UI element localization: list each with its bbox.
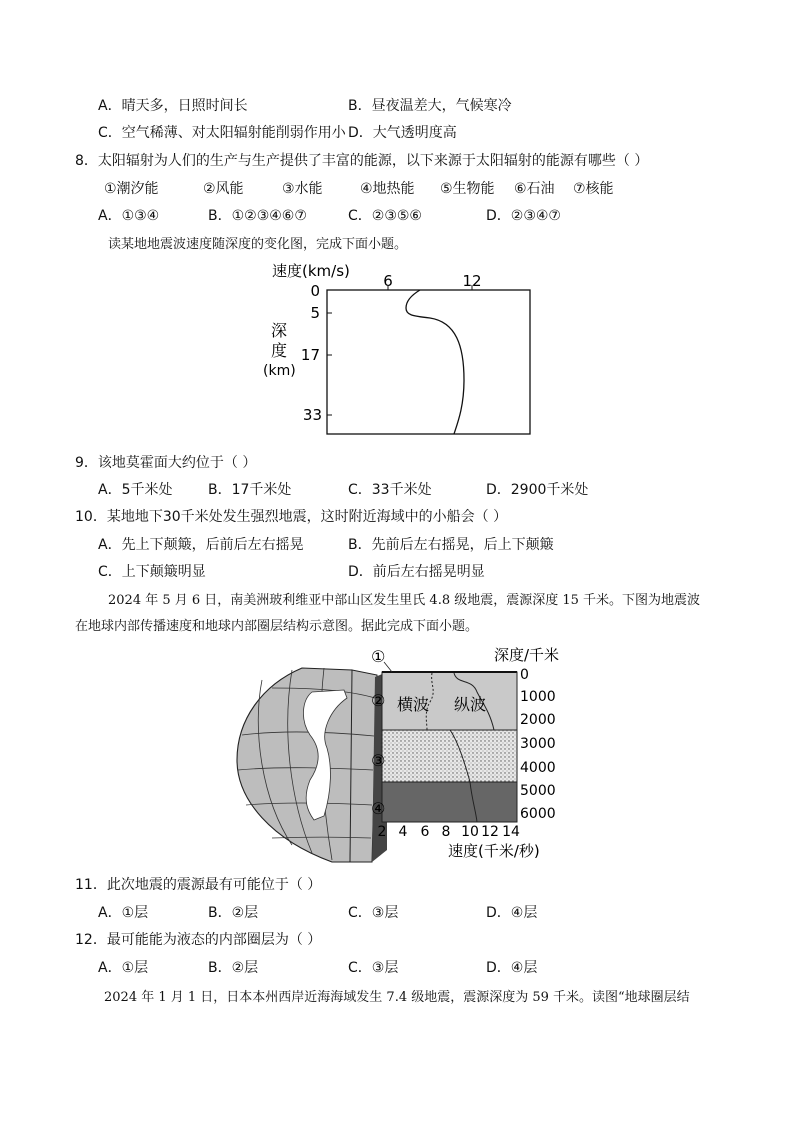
q9-option-b: B．17千米处 <box>208 482 292 498</box>
q7-option-d: D．大气透明度高 <box>348 125 457 141</box>
speed-tick-4: 4 <box>398 824 408 840</box>
q8-option-d: D．②③④⑦ <box>486 208 561 224</box>
q8-item-1: ①潮汐能 <box>104 181 159 197</box>
speed-tick-6: 6 <box>420 824 430 840</box>
q10-option-a: A．先上下颠簸，后前后左右摇晃 <box>98 537 304 553</box>
q8-option-b: B．①②③④⑥⑦ <box>208 208 307 224</box>
q8-item-7: ⑦核能 <box>573 181 614 197</box>
q12-option-c: C．③层 <box>348 960 399 976</box>
y-tick-17: 17 <box>300 346 320 364</box>
y-tick-5: 5 <box>310 304 320 322</box>
speed-tick-8: 8 <box>441 824 451 840</box>
velocity-curve <box>406 290 464 434</box>
ylabel-unit: (km) <box>263 363 296 379</box>
q7-option-a: A．晴天多，日照时间长 <box>98 98 248 114</box>
q8-item-5: ⑤生物能 <box>440 181 495 197</box>
y-tick-33: 33 <box>302 406 322 424</box>
q12-stem: 12．最可能能为液态的内部圈层为（ ） <box>75 932 322 948</box>
q8-option-c: C．②③⑤⑥ <box>348 208 422 224</box>
q9-option-c: C．33千米处 <box>348 482 432 498</box>
q8-item-2: ②风能 <box>203 181 244 197</box>
q10-option-c: C．上下颠簸明显 <box>98 564 206 580</box>
depth-tick-0: 0 <box>520 667 529 683</box>
x-tick-12: 12 <box>462 272 482 290</box>
q8-stem: 8．太阳辐射为人们的生产与生产提供了丰富的能源，以下来源于太阳辐射的能源有哪些（ ） <box>75 153 649 169</box>
ylabel-char-2: 度 <box>271 341 288 360</box>
layer-2-marker: ② <box>371 691 386 710</box>
q11-stem: 11．此次地震的震源最有可能位于（ ） <box>75 877 322 893</box>
q11-option-d: D．④层 <box>486 905 538 921</box>
layer-3-outer-core <box>382 730 517 782</box>
layer-3-marker: ③ <box>371 751 386 770</box>
q10-stem: 10．某地地下30千米处发生强烈地震，这时附近海域中的小船会（ ） <box>75 509 508 525</box>
earth-interior-diagram <box>232 640 572 865</box>
depth-tick-3000: 3000 <box>520 736 556 752</box>
chart-frame <box>327 290 530 434</box>
chart-ylabel-top: 速度(km/s) <box>272 262 350 280</box>
intro-figure1: 读某地地震波速度随深度的变化图，完成下面小题。 <box>108 237 408 252</box>
q12-option-a: A．①层 <box>98 960 149 976</box>
layer-4-marker: ④ <box>371 799 386 818</box>
q8-item-4: ④地热能 <box>360 181 415 197</box>
q7-option-b: B．昼夜温差大，气候寒冷 <box>348 98 512 114</box>
intro-figure2-line2: 在地球内部传播速度和地球内部圈层结构示意图。据此完成下面小题。 <box>75 619 479 634</box>
layer-1-marker: ① <box>371 647 386 666</box>
s-wave-label: 横波 <box>397 695 430 714</box>
q9-option-a: A．5千米处 <box>98 482 173 498</box>
q10-option-d: D．前后左右摇晃明显 <box>348 564 485 580</box>
speed-tick-2: 2 <box>377 824 387 840</box>
depth-tick-4000: 4000 <box>520 760 556 776</box>
q8-item-3: ③水能 <box>282 181 323 197</box>
depth-axis-title: 深度/千米 <box>494 646 560 664</box>
depth-tick-6000: 6000 <box>520 806 556 822</box>
intro-figure3: 2024 年 1 月 1 日，日本本州西岸近海海域发生 7.4 级地震，震源深度为 59 千米。读图“地球圈层结 <box>104 990 690 1005</box>
q10-option-b: B．先前后左右摇晃，后上下颠簸 <box>348 537 554 553</box>
q11-option-b: B．②层 <box>208 905 259 921</box>
q9-stem: 9．该地莫霍面大约位于（ ） <box>75 455 257 471</box>
layer-4-inner-core <box>382 782 517 822</box>
q12-option-d: D．④层 <box>486 960 538 976</box>
q12-option-b: B．②层 <box>208 960 259 976</box>
speed-tick-14: 14 <box>502 824 520 840</box>
depth-tick-5000: 5000 <box>520 783 556 799</box>
depth-tick-1000: 1000 <box>520 689 556 705</box>
depth-tick-2000: 2000 <box>520 712 556 728</box>
intro-figure2-line1: 2024 年 5 月 6 日，南美洲玻利维亚中部山区发生里氏 4.8 级地震，震源深度 15 千米。下图为地震波 <box>108 593 701 608</box>
speed-tick-10: 10 <box>461 824 479 840</box>
y-tick-0: 0 <box>310 282 320 300</box>
speed-axis-title: 速度(千米/秒) <box>448 842 540 860</box>
q11-option-c: C．③层 <box>348 905 399 921</box>
x-tick-6: 6 <box>383 272 393 290</box>
q11-option-a: A．①层 <box>98 905 149 921</box>
q7-option-c: C．空气稀薄、对太阳辐射能削弱作用小 <box>98 125 346 141</box>
q8-item-6: ⑥石油 <box>514 181 555 197</box>
ylabel-char-1: 深 <box>271 321 288 340</box>
seismic-velocity-chart <box>260 258 540 440</box>
speed-tick-12: 12 <box>481 824 499 840</box>
q8-option-a: A．①③④ <box>98 208 160 224</box>
q9-option-d: D．2900千米处 <box>486 482 589 498</box>
p-wave-label: 纵波 <box>454 695 487 714</box>
